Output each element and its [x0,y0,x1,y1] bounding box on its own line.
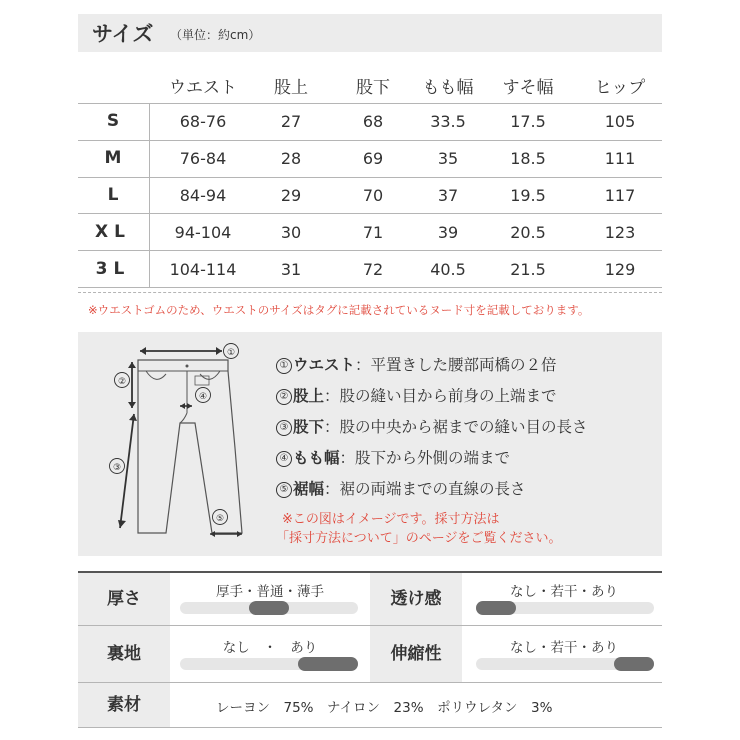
table-cell: 71 [362,223,384,242]
measure-name: もも幅 [293,449,340,467]
table-cell: 76-84 [179,149,227,168]
num-badge: ① [276,358,292,374]
measure-item-rise [276,384,557,406]
measure-name: 股下 [293,418,325,436]
table-cell: 27 [280,112,302,131]
col-header-inseam: 股下 [356,78,390,98]
row-label-s: S [106,111,120,131]
table-line [78,177,662,178]
table-cell: 69 [362,149,384,168]
row-label-l: L [107,185,119,205]
attr-bottom-line [78,727,662,728]
attr-label-material: 素材 [78,683,170,727]
table-cell: 18.5 [510,149,546,168]
attr-label-stretch: 伸縮性 [370,626,462,682]
measure-item-inseam [276,415,588,437]
col-header-waist: ウエスト [169,78,237,98]
table-cell: 123 [604,223,636,242]
diagram-note-1: ※この図はイメージです。採寸方法は [282,512,500,527]
marker-1: ① [226,348,236,358]
table-cell: 68 [362,112,384,131]
table-cell: 28 [280,149,302,168]
num-badge: ④ [276,451,292,467]
table-cell: 20.5 [510,223,546,242]
table-cell: 72 [362,260,384,279]
col-header-thigh: もも幅 [422,78,474,98]
table-cell: 29 [280,186,302,205]
table-cell: 111 [604,149,636,168]
table-cell: 70 [362,186,384,205]
table-cell: 117 [604,186,636,205]
table-line [78,213,662,214]
row-label-xl: XL [95,222,131,242]
attr-label-lining: 裏地 [78,626,170,682]
table-cell: 33.5 [430,112,466,131]
row-label-3l: 3L [95,259,131,279]
measure-name: 股上 [293,387,325,405]
slider-knob-lining [298,657,358,671]
attr-label-thickness: 厚さ [78,573,170,625]
marker-5: ⑤ [215,514,225,524]
marker-4: ④ [198,392,208,402]
table-cell: 21.5 [510,260,546,279]
measure-desc: ：平置きした腰部両橋の２倍 [355,356,557,374]
size-unit: （単位：約cm） [170,28,261,42]
attr-options-thickness: 厚手・普通・薄手 [216,584,324,600]
table-cell: 104-114 [169,260,237,279]
table-cell: 68-76 [179,112,227,131]
measure-name: ウエスト [293,356,356,374]
diagram-note-2: 「採寸方法について」のページをご覧ください。 [276,531,562,546]
table-cell: 17.5 [510,112,546,131]
table-cell: 35 [437,149,459,168]
measure-desc: ：股の縫い目から前身の上端まで [324,387,557,405]
measure-desc: ：裾の両端までの直線の長さ [324,480,526,498]
num-badge: ② [276,389,292,405]
slider-knob-sheer [476,601,516,615]
material-value: レーヨン 75% ナイロン 23% ポリウレタン 3% [216,700,553,716]
table-cell: 105 [604,112,636,131]
measure-item-thigh [276,446,510,468]
slider-knob-thickness [249,601,289,615]
table-line [78,140,662,141]
col-header-rise: 股上 [274,78,308,98]
num-badge: ⑤ [276,482,292,498]
size-title: サイズ [92,22,154,46]
slider-knob-stretch [614,657,654,671]
attr-options-lining: なし ・ あり [222,640,318,656]
note-separator [78,292,662,293]
attr-options-sheer: なし・若干・あり [510,584,618,600]
table-cell: 37 [437,186,459,205]
table-line [78,250,662,251]
attr-options-stretch: なし・若干・あり [510,640,618,656]
table-cell: 19.5 [510,186,546,205]
measure-desc: ：股の中央から裾までの縫い目の長さ [324,418,588,436]
row-label-m: M [104,148,122,168]
table-cell: 84-94 [179,186,227,205]
measure-desc: ：股下から外側の端まで [339,449,511,467]
table-line [78,287,662,288]
table-cell: 39 [437,223,459,242]
measure-item-waist [276,353,557,375]
size-header-bar [78,14,662,52]
pants-diagram [100,338,250,548]
table-cell: 129 [604,260,636,279]
marker-2: ② [117,377,127,387]
num-badge: ③ [276,420,292,436]
table-cell: 94-104 [174,223,232,242]
table-cell: 30 [280,223,302,242]
col-header-hem: すそ幅 [502,78,554,98]
measure-name: 裾幅 [293,480,325,498]
table-cell: 31 [280,260,302,279]
measure-item-hem [276,477,526,499]
table-line [78,103,662,104]
col-header-hip: ヒップ [594,78,646,98]
marker-3: ③ [112,463,122,473]
waist-note: ※ウエストゴムのため、ウエストのサイズはタグに記載されているヌード寸を記載しております。 [88,303,590,317]
table-divider [149,103,150,287]
attr-label-sheer: 透け感 [370,573,462,625]
table-cell: 40.5 [430,260,466,279]
